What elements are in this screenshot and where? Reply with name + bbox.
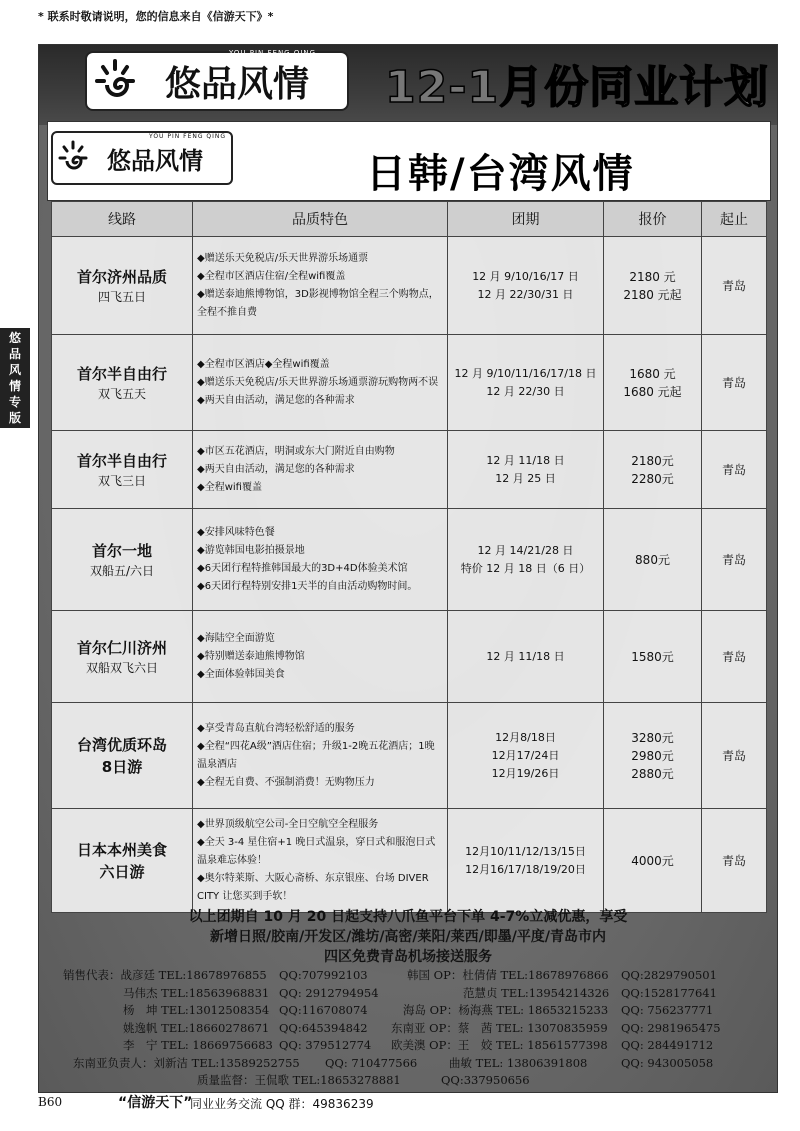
date: 12月16/17/18/19/20日 xyxy=(465,862,586,876)
table-row xyxy=(52,611,767,703)
route-name: 首尔半自由行 xyxy=(76,452,167,470)
table-row xyxy=(52,809,767,913)
feature-item: ◆ 赠送乐天免税店/乐天世界游乐场通票游玩购物两不误 xyxy=(197,374,443,392)
price: 2180元 xyxy=(631,453,674,468)
date: 12 月 11/18 日 xyxy=(448,611,604,703)
footer-brand: “信游天下” xyxy=(118,1095,193,1111)
feature-item: ◆ 奥尔特莱斯、大阪心斋桥、东京银座、台场 DIVER CITY 让您买到手软！ xyxy=(197,870,443,906)
origin: 青岛 xyxy=(702,703,767,809)
feature-item: ◆ 全程无自费、不强制消费！无购物压力 xyxy=(197,774,443,792)
price: 4000元 xyxy=(604,809,702,913)
feature-item: ◆ 赠送乐天免税店/乐天世界游乐场通票 xyxy=(197,250,443,268)
date: 12月8/18日 xyxy=(495,730,556,744)
header-from: 起止 xyxy=(702,202,767,237)
header-features: 品质特色 xyxy=(193,202,448,237)
feature-item: ◆ 特别赠送泰迪熊博物馆 xyxy=(197,648,443,666)
route-sub: 四飞五日 xyxy=(97,290,146,304)
feature-item: ◆ 两天自由活动，满足您的各种需求 xyxy=(197,392,443,410)
feature-item: ◆ 全程wifi覆盖 xyxy=(197,479,443,497)
date: 12 月 22/30/31 日 xyxy=(477,287,574,301)
main-title: 12-1月份同业计划 xyxy=(385,62,770,113)
promo-line: 以上团期自 10 月 20 日起支持八爪鱼平台下单 4-7%立减优惠，享受 xyxy=(188,909,628,925)
route-sub: 双飞五天 xyxy=(97,387,146,401)
origin: 青岛 xyxy=(702,809,767,913)
date: 12 月 14/21/28 日 xyxy=(477,543,574,557)
feature-item: ◆ 全天 3-4 星住宿+1 晚日式温泉，穿日式和服泡日式温泉难忘体验！ xyxy=(197,834,443,870)
contact-row: 杨 坤 TEL:13012508354 QQ:116708074 海岛 OP：杨海燕 TEL: 18653215233 QQ: 756237771 xyxy=(123,1003,714,1017)
feature-item: ◆ 赠送泰迪熊博物馆，3D影视博物馆全程三个购物点，全程不推自费 xyxy=(197,286,443,322)
table-row xyxy=(52,509,767,611)
feature-item: ◆ 海陆空全面游览 xyxy=(197,630,443,648)
promo-line: 新增日照/胶南/开发区/潍坊/高密/莱阳/莱西/即墨/平度/青岛市内 xyxy=(209,929,607,945)
origin: 青岛 xyxy=(702,237,767,335)
ad-page xyxy=(38,44,778,1093)
contact-row: 姚逸帆 TEL:18660278671 QQ:645394842 东南亚 OP：蔡 茜 TEL: 13070835959 QQ: 2981965475 xyxy=(123,1020,721,1035)
header-band xyxy=(39,45,777,125)
table-row xyxy=(52,335,767,431)
contact-row: 销售代表：战彦廷 TEL:18678976855 QQ:707992103 韩国 OP：杜倩倩 TEL:18678976866 QQ:2829790501 xyxy=(63,968,717,982)
brand-name-small: 悠品风情 xyxy=(107,146,203,175)
table-row xyxy=(52,237,767,335)
promo-line: 四区免费青岛机场接送服务 xyxy=(324,949,492,965)
route-sub: 六日游 xyxy=(99,862,145,881)
feature-item: ◆ 世界顶级航空公司-全日空航空全程服务 xyxy=(197,816,443,834)
price: 2180 元 xyxy=(629,269,676,284)
route-sub: 双船五/六日 xyxy=(89,564,155,578)
feature-item: ◆ 6天团行程特别安排1天半的自由活动购物时间。 xyxy=(197,578,443,596)
routes-table xyxy=(51,201,767,913)
date: 12月19/26日 xyxy=(491,766,560,780)
contact-row: 东南亚负责人：刘新洁 TEL:13589252755 QQ: 710477566 曲敏 TEL: 13806391808 QQ: 943005058 xyxy=(73,1055,714,1070)
contact-row: 马伟杰 TEL:18563968831 QQ: 2912794954 范慧贞 TEL:13954214326 QQ:1528177641 xyxy=(123,985,717,1000)
header-route: 线路 xyxy=(52,202,193,237)
date: 12 月 9/10/11/16/17/18 日 xyxy=(454,366,597,380)
source-notice: * 联系时敬请说明，您的信息来自《信游天下》* xyxy=(38,10,274,23)
feature-item: ◆ 6天团行程特推韩国最大的3D+4D体验美术馆 xyxy=(197,560,443,578)
price: 3280元 xyxy=(631,730,674,745)
side-tab: 悠 品 风 情 专 版 xyxy=(0,328,30,428)
origin: 青岛 xyxy=(702,431,767,509)
feature-item: ◆ 全程市区酒店◆全程wifi覆盖 xyxy=(197,356,443,374)
date: 12 月 11/18 日 xyxy=(486,453,565,467)
feature-item: ◆ 全程市区酒店住宿/全程wifi覆盖 xyxy=(197,268,443,286)
footer-qq: 同业业务交流 QQ 群：49836239 xyxy=(190,1097,374,1111)
sun-swirl-icon xyxy=(57,138,103,178)
sun-swirl-icon xyxy=(93,55,159,107)
table-row xyxy=(52,703,767,809)
feature-item: ◆ 全面体验韩国美食 xyxy=(197,666,443,684)
origin: 青岛 xyxy=(702,509,767,611)
table-row xyxy=(52,431,767,509)
origin: 青岛 xyxy=(702,611,767,703)
subtitle: 日韩/台湾风情 xyxy=(366,151,635,197)
sales-contacts xyxy=(39,967,777,1090)
contact-row: 李 宁 TEL: 18669756683 QQ: 379512774 欧美澳 OP：王 姣 TEL: 18561577398 QQ: 284491712 xyxy=(123,1038,714,1052)
brand-logo xyxy=(85,51,349,111)
route-name: 首尔一地 xyxy=(91,542,152,560)
date: 12 月 25 日 xyxy=(495,471,556,485)
feature-item: ◆ 享受青岛直航台湾轻松舒适的服务 xyxy=(197,720,443,738)
route-name: 首尔仁川济州 xyxy=(76,639,167,657)
header-dates: 团期 xyxy=(448,202,604,237)
price: 1580元 xyxy=(604,611,702,703)
feature-item: ◆ 游览韩国电影拍摄景地 xyxy=(197,542,443,560)
page-number: B60 xyxy=(38,1095,63,1109)
origin: 青岛 xyxy=(702,335,767,431)
price: 2880元 xyxy=(631,766,674,781)
contact-row: 质量监督：王侃歌 TEL:18653278881 QQ:337950656 xyxy=(197,1073,530,1087)
route-sub: 8日游 xyxy=(101,757,143,776)
price: 2980元 xyxy=(631,748,674,763)
date: 12月10/11/12/13/15日 xyxy=(465,844,586,858)
table-header-row xyxy=(52,202,767,237)
route-name: 日本本州美食 xyxy=(76,840,167,859)
date: 12月17/24日 xyxy=(491,748,560,762)
feature-item: ◆ 安排风味特色餐 xyxy=(197,524,443,542)
price: 2180 元起 xyxy=(623,287,682,302)
price: 2280元 xyxy=(631,471,674,486)
date: 12 月 9/10/16/17 日 xyxy=(472,269,579,283)
brand-pinyin-small: YOU PIN FENG QING xyxy=(149,133,227,140)
price: 1680 元 xyxy=(629,366,676,381)
date: 12 月 22/30 日 xyxy=(486,384,565,398)
feature-item: ◆ 两天自由活动，满足您的各种需求 xyxy=(197,461,443,479)
route-name: 首尔济州品质 xyxy=(76,268,167,286)
promo-text xyxy=(39,907,777,967)
date: 特价 12 月 18 日（6 日） xyxy=(460,561,591,575)
price: 880元 xyxy=(604,509,702,611)
route-sub: 双船双飞六日 xyxy=(85,661,158,675)
route-name: 台湾优质环岛 xyxy=(76,735,167,754)
route-name: 首尔半自由行 xyxy=(76,365,167,383)
feature-item: ◆ 全程“四花A级”酒店住宿；升级1-2晚五花酒店；1晚温泉酒店 xyxy=(197,738,443,774)
brand-pinyin: YOU PIN FENG QING xyxy=(229,49,317,57)
header-price: 报价 xyxy=(604,202,702,237)
feature-item: ◆ 市区五花酒店，明洞或东大门附近自由购物 xyxy=(197,443,443,461)
route-sub: 双飞三日 xyxy=(97,474,146,488)
price: 1680 元起 xyxy=(623,384,682,399)
brand-name: 悠品风情 xyxy=(165,63,310,105)
